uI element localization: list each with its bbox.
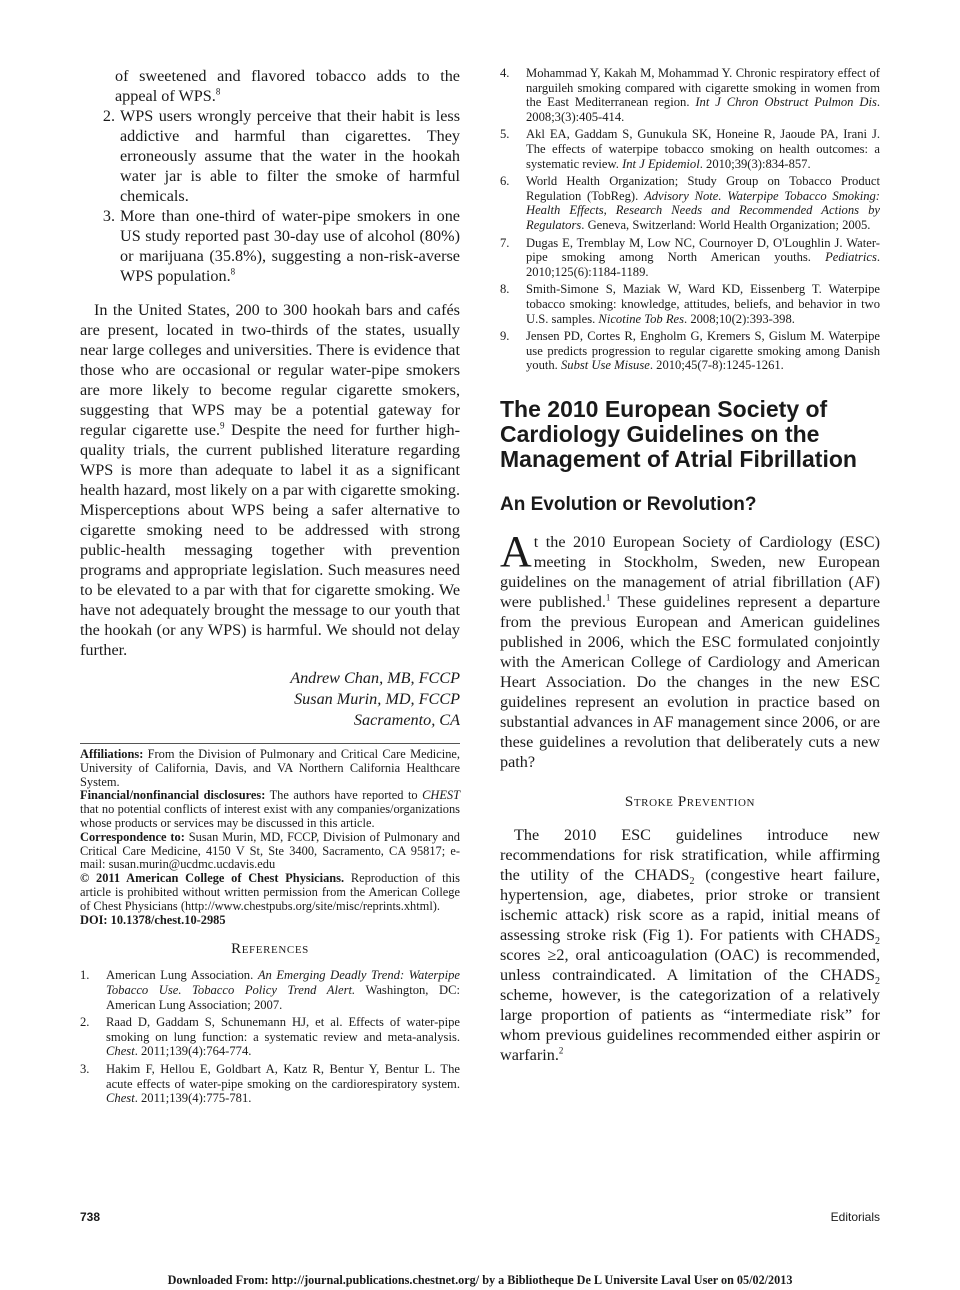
references-heading: References (231, 941, 309, 958)
download-notice: Downloaded From: http://journal.publications.chestnet.org/ by a Bibliotheque De L Universite Laval User on 05/02/2013 (167, 1273, 793, 1287)
ref-details: . 2008;3(3):405-414. (526, 95, 881, 124)
ref-source: Int J Chron Obstruct Pulmon Dis (695, 95, 877, 110)
citation-sup: 8 (230, 266, 236, 277)
ref-source: Subst Use Misuse (560, 358, 650, 373)
ref-source: Advisory Note. Waterpipe Tobacco Smoking: Health Effects, Research Needs and Recommended Actions by Regulators (526, 188, 880, 232)
list-continuation (80, 66, 460, 106)
reference-item (500, 236, 880, 280)
reference-item (80, 968, 460, 1012)
ref-source: Chest (106, 1091, 135, 1106)
doi-text: DOI: 10.1378/chest.10-2985 (80, 912, 226, 927)
citation-sup: 1 (605, 592, 611, 603)
list-text-body: More than one-third of water-pipe smokers in one US study reported past 30-day use of alcohol (80%) or marijuana (35.8%), suggesting a non-risk-averse WPS population. (120, 207, 460, 285)
ref-source: Int J Epidemiol (622, 156, 700, 171)
drop-cap: A (500, 526, 532, 576)
ref-source: An Emerging Deadly Trend: Waterpipe Tobacco Use. Tobacco Policy Trend Alert. (106, 968, 460, 997)
numbered-list (80, 106, 460, 286)
ref-authors: Raad D, Gaddam S, Schunemann HJ, et al. Effects of water-pipe smoking on lung function: a systematic review and meta-analysis. (106, 1015, 460, 1044)
ref-details: Washington, DC: American Lung Association; 2007. (106, 982, 460, 1012)
author-location: Sacramento, CA (353, 711, 460, 729)
reference-number: 1. (80, 968, 90, 983)
disclosures (80, 789, 460, 830)
reference-number: 3. (80, 1061, 90, 1076)
reference-text (526, 329, 880, 373)
copyright (80, 872, 460, 913)
disclosure-text: The authors have reported to (265, 788, 423, 803)
ref-details: . 2011;139(4):775-781. (134, 1091, 252, 1106)
left-column (80, 66, 460, 1109)
reference-text (106, 1015, 460, 1059)
reference-number: 5. (500, 127, 510, 142)
list-item (80, 206, 460, 286)
intro-paragraph (500, 526, 880, 772)
body-paragraph (80, 300, 460, 660)
ref-details: . 2010;45(7-8):1245-1261. (649, 358, 784, 373)
ref-authors: Mohammad Y, Kakah M, Mohammad Y. Chronic respiratory effect of narguileh smoking compared with cigarette smoking in women from the East Mediterranean region. (526, 66, 880, 110)
reference-item (500, 282, 880, 326)
ref-authors: American Lung Association. (106, 968, 258, 983)
ref-details: . Geneva, Switzerland: World Health Organization; 2005. (581, 217, 871, 232)
reference-list (500, 66, 880, 373)
ref-authors: Smith-Simone S, Maziak W, Ward KD, Eissenberg T. Waterpipe tobacco smoking: knowledge, attitudes, beliefs, and behavior in two U.S. samples. (526, 282, 880, 326)
disclosure-label: Financial/nonfinancial disclosures: (80, 788, 266, 803)
reference-number: 7. (500, 235, 510, 250)
right-column (500, 66, 880, 1065)
correspondence-label: Correspondence to: (80, 829, 185, 844)
copyright-label: © 2011 American College of Chest Physicians. (80, 871, 345, 886)
list-text (120, 206, 460, 286)
reference-text (526, 236, 880, 280)
ref-authors: Dugas E, Tremblay M, Low NC, Cournoyer D, O'Loughlin J. Water-pipe smoking among North American youths. (526, 235, 880, 265)
divider (80, 743, 460, 744)
reference-item (500, 174, 880, 232)
reference-number: 8. (500, 282, 510, 297)
paragraph-text: scores ≥2, oral anticoagulation (OAC) is recommended, unless contraindicated. A limitation of the CHADS (500, 945, 880, 984)
subscript: 2 (875, 976, 880, 988)
reference-text (526, 174, 880, 232)
paragraph-text: t the 2010 European Society of Cardiology (ESC) meeting in Stockholm, Sweden, new European guidelines on the management of atrial fibrillation (AF) were published. (500, 532, 880, 611)
subscript: 2 (689, 876, 695, 888)
affiliations-label: Affiliations: (80, 747, 144, 761)
reference-text (526, 127, 880, 171)
reference-text (106, 968, 460, 1012)
paragraph-text: In the United States, 200 to 300 hookah bars and cafés are present, located in two-thirds of the states, usually near large colleges and universities. There is evidence that those who are occasional or regular water-pipe smokers are more likely to become regular cigarette smokers, suggesting that WPS may be a potential gateway for regular cigarette use. (80, 301, 460, 439)
ref-details: . 2011;139(4):764-774. (134, 1044, 252, 1059)
subscript: 2 (875, 936, 880, 948)
author-name: Susan Murin, MD, FCCP (294, 690, 460, 708)
paragraph-text: These guidelines represent a departure from the previous European and American guidelines published in 2006, which the ESC formulated conjointly with the American College of Cardiology and American Heart Association. Do the changes in the new ESC guidelines represent an evolution in practice based on substantial advances in AF management since 2006, or are these guidelines a revolution that deliberately cuts a new path? (500, 592, 880, 771)
reference-item (80, 1062, 460, 1106)
disclosure-text: that no potential conflicts of interest exist with any companies/organizations whose products or services may be discussed in this article. (80, 802, 460, 830)
ref-details: . 2010;125(6):1184-1189. (526, 250, 880, 279)
ref-details: . 2010;39(3):834-857. (699, 156, 811, 171)
ref-authors: World Health Organization; Study Group on Tobacco Product Regulation (TobReg). (526, 174, 880, 203)
list-text (120, 106, 460, 206)
reference-text (106, 1062, 460, 1106)
ref-source: Chest (106, 1044, 135, 1059)
reference-text (526, 282, 880, 326)
reference-text (526, 66, 880, 124)
journal-name: CHEST (422, 788, 460, 803)
affiliations (80, 748, 460, 789)
article-title: The 2010 European Society of Cardiology Guidelines on the Management of Atrial Fibrillation (500, 395, 857, 472)
reference-number: 6. (500, 174, 510, 189)
article-notes (80, 748, 460, 927)
affiliations-text: From the Division of Pulmonary and Critical Care Medicine, University of California, Davis, and VA Northern California Healthcare System. (80, 747, 460, 789)
ref-authors: Hakim F, Hellou E, Goldbart A, Katz R, Bentur Y, Bentur L. The acute effects of water-pipe smoking on the cardiorespiratory system. (106, 1061, 460, 1091)
correspondence (80, 831, 460, 872)
reference-item (80, 1015, 460, 1059)
signature-block (80, 668, 460, 731)
reference-number: 4. (500, 66, 510, 80)
list-text-body: WPS users wrongly perceive that their habit is less addictive and harmful than cigarettes. They erroneously assume that the water in the hookah water jar is able to filter the smoke of harmful chemicals. (120, 107, 460, 205)
article-subtitle: An Evolution or Revolution? (500, 493, 757, 515)
list-number: 3. (102, 207, 115, 225)
paragraph-text: The 2010 ESC guidelines introduce new recommendations for risk stratification, while affirming the utility of the CHADS (500, 825, 880, 884)
doi (80, 914, 460, 928)
body-paragraph (500, 825, 880, 1065)
paragraph-text: Despite the need for further high-quality trials, the current published literature regarding WPS is more than adequate to label it as a significant health hazard, most likely on a par with cigarette smoking. Misperceptions about WPS being a safer alternative to cigarette smoking need to be addressed with strong public-health messaging together with prevention programs and appropriate legislation. Such measures need to be elevated to a par with that for cigarette smoking. We have not adequately brought the message to our youth that the hookah (or any WPS) is harmful. We should not delay further. (80, 421, 460, 659)
list-item (80, 106, 460, 206)
reference-list (80, 968, 460, 1105)
paragraph-text: scheme, however, is the categorization of a relatively large proportion of patients as “intermediate risk” for whom previous guidelines recommended either aspirin or warfarin. (500, 985, 880, 1064)
citation-sup: 2 (558, 1045, 564, 1056)
ref-source: Nicotine Tob Res (598, 311, 685, 326)
ref-source: Pediatrics (825, 250, 877, 265)
paragraph-text: (congestive heart failure, hypertension, age, diabetes, prior stroke or transient ischemic attack) risk score as a rapid, initial means of assessing stroke risk (Fig 1). For patients with CHADS (500, 865, 880, 944)
ref-authors: Jensen PD, Cortes R, Engholm G, Kremers S, Gislum M. Waterpipe use predicts progression to regular cigarette smoking among Danish youth. (526, 329, 880, 373)
reference-item (500, 127, 880, 171)
reference-number: 9. (500, 329, 510, 344)
citation-sup: 8 (215, 86, 221, 97)
reference-item (500, 66, 880, 124)
reference-number: 2. (80, 1015, 90, 1030)
list-number: 2. (102, 107, 115, 125)
section-heading: Stroke Prevention (624, 793, 756, 810)
copyright-text: Reproduction of this article is prohibited without written permission from the American College of Chest Physicians (http://www.chestpubs.org/site/misc/reprints.xhtml). (80, 871, 460, 913)
author-name: Andrew Chan, MB, FCCP (290, 669, 460, 687)
correspondence-text: Susan Murin, MD, FCCP, Division of Pulmonary and Critical Care Medicine, 4150 V St, Ste 3400, Sacramento, CA 95817; e-mail: susan.murin@ucdmc.ucdavis.edu (80, 829, 460, 872)
ref-authors: Akl EA, Gaddam S, Gunukula SK, Honeine R, Jaoude PA, Irani J. The effects of waterpipe tobacco smoking on health outcomes: a systematic review. (526, 127, 880, 171)
section-label: Editorials (830, 1210, 880, 1224)
citation-sup: 9 (220, 420, 225, 431)
page-number: 738 (80, 1210, 101, 1224)
ref-details: . 2008;10(2):393-398. (684, 311, 795, 326)
list-continuation-text: of sweetened and flavored tobacco adds to the appeal of WPS. (115, 67, 460, 105)
reference-item (500, 329, 880, 373)
